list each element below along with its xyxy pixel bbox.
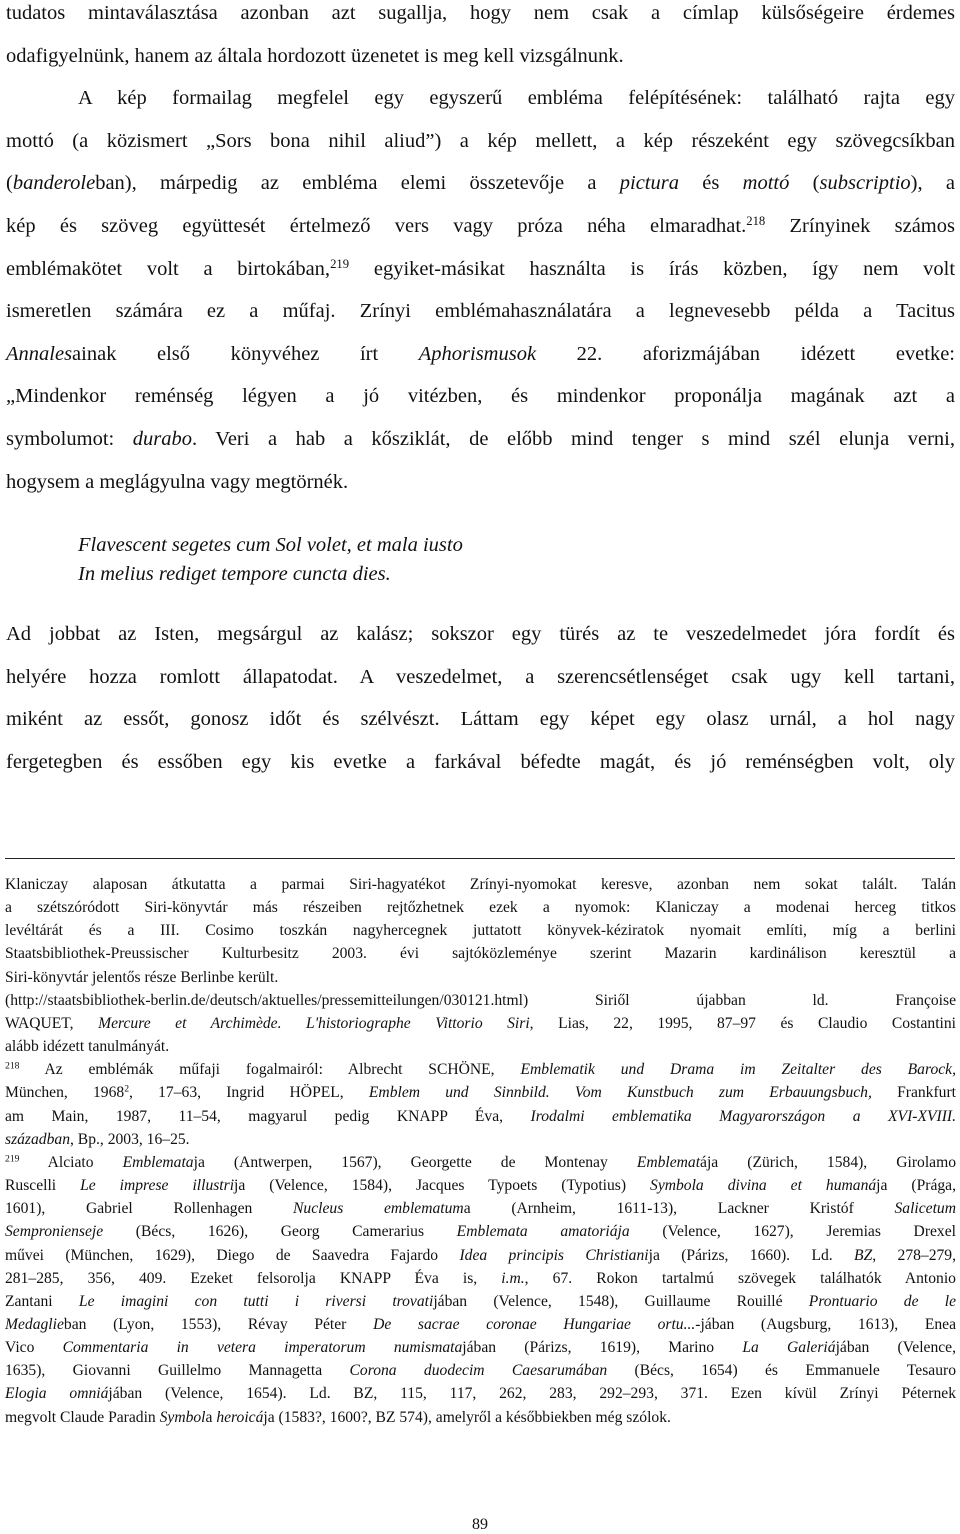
note-line: alább idézett tanulmányát. [5, 1038, 170, 1056]
main-text-block [6, 0, 955, 503]
title-run: században [5, 1130, 70, 1148]
note-line [5, 1151, 956, 1174]
text-run: ( [789, 172, 820, 195]
text-run: Az emblémák műfaji fogalmairól: Albrecht SCHÖNE, [19, 1061, 521, 1079]
quote-line: Flavescent segetes cum Sol volet, et mala iusto [78, 534, 463, 556]
note-line: Staatsbibliothek-Preussischer Kulturbesitz 2003. évi sajtóközleménye szerint Mazarin kardinálison keresztül a [5, 945, 956, 963]
note-line: levéltárát és a III. Cosimo toszkán nagyhercegnek juttatott könyvek-kéziratok nyomait említi, míg a berlini [5, 922, 956, 940]
note-line [5, 1058, 956, 1081]
text-run: ban), márpedig az embléma elemi összetevője a [95, 172, 620, 195]
note-url-line[interactable]: (http://staatsbibliothek-berlin.de/deutsch/aktuelles/pressemitteilungen/030121.html) Siriől újabban ld. Françoise [5, 991, 956, 1009]
text-line: fergetegben és essőben egy kis evetke a farkával béfedte magát, és jó reménségben volt, oly [6, 750, 955, 773]
note-line [5, 1081, 956, 1104]
text-run: ja (Antwerpen, 1567), Georgette de Montenay [193, 1153, 637, 1171]
note-line [5, 1128, 956, 1151]
title-run: Mercure et Archimède. L'historiographe Vittorio Siri, [98, 1014, 534, 1032]
text-run: ban (Lyon, 1553), Révay Péter [63, 1315, 374, 1333]
text-run: jában (Velence, [835, 1339, 956, 1357]
title-run: Medaglie [5, 1315, 64, 1333]
note-line: Siri-könyvtár jelentős része Berlinbe került. [5, 968, 279, 986]
text-run: Alciato [19, 1153, 123, 1171]
footnote-number: 219 [5, 1153, 20, 1165]
footnote-219 [5, 1151, 956, 1429]
paragraph-2 [6, 77, 955, 503]
title-run: La Galeriá [742, 1339, 836, 1357]
text-run: (Bécs, 1626), Georg Camerarius [103, 1223, 457, 1241]
text-run: ), a [910, 172, 955, 195]
text-run: am Main, 1987, 11–54, magyarul pedig KNAPP Éva, [5, 1107, 531, 1125]
text-run: kép és szöveg együttesét értelmező vers vagy próza néha elmaradhat. [6, 214, 747, 237]
text-line: helyére hozza romlott állapatodat. A veszedelmet, a szerencsétlenséget csak ugy kell tartani, [6, 665, 955, 688]
text-run: művei (München, 1629), Diego de Saavedra Fajardo [5, 1246, 460, 1264]
text-run: symbolumot: [6, 427, 133, 450]
note-line [5, 1336, 956, 1359]
text-run: ja (Párizs, 1660). Ld. [648, 1246, 855, 1264]
text-run: ( [6, 172, 13, 195]
note-line [5, 1359, 956, 1382]
text-run: -jában (Augsburg, 1613), Enea [695, 1315, 957, 1333]
note-line [5, 1174, 956, 1197]
edition-superscript: 2 [124, 1084, 130, 1096]
text-run: ja (1583?, 1600?, BZ 574), amelyről a későbbiekben még szólok. [263, 1408, 671, 1426]
footnote-ref-218[interactable]: 218 [746, 213, 766, 228]
footnote-continued [5, 873, 956, 1058]
footnote-ref-219[interactable]: 219 [330, 256, 350, 271]
footnotes [5, 873, 956, 1429]
term-subscriptio: subscriptio [819, 172, 911, 195]
text-line: Ad jobbat az Isten, megsárgul az kalász; sokszor egy türés az te veszedelmedet jóra fordít és [6, 623, 955, 645]
text-run: Zrínyinek számos [765, 214, 955, 237]
text-line [6, 162, 955, 205]
term-banderole: banderole [12, 172, 96, 195]
term-annales: Annales [6, 342, 73, 365]
title-run: Idea principis Christiani [459, 1246, 649, 1264]
text-run: , 67. Rokon tartalmú szövegek találhatók Antonio [524, 1269, 956, 1287]
text-run: 1635), Giovanni Guillelmo Mannagetta [5, 1362, 350, 1380]
text-line [6, 205, 955, 248]
term-aphorismusok: Aphorismusok [418, 342, 537, 365]
note-line: a szétszóródott Siri-könyvtár más részeiben rejtőzhetnek ezek a nyomok: Klaniczay a modenai herceg titkos [5, 899, 956, 917]
title-run: heroicá [216, 1408, 264, 1426]
text-run: megvolt Claude Paradin [5, 1408, 160, 1426]
note-line [5, 1105, 956, 1128]
text-run: á [700, 1153, 707, 1171]
note-line [5, 1290, 956, 1313]
text-run: Frankfurt [871, 1084, 956, 1102]
text-line: „Mindenkor reménség légyen a jó vitézben, és mindenkor proponálja magának azt a [6, 385, 955, 408]
text-run: München, 1968 [5, 1084, 125, 1102]
text-run: és [678, 172, 743, 195]
text-line: miként az essőt, gonosz időt és szélvészt. Láttam egy képet egy olasz urnál, a hol nagy [6, 708, 955, 731]
text-run: jában (Velence, 1654). Ld. BZ, 115, 117, 262, 283, 292–293, 371. Ezen kívül Zrínyi Péternek [108, 1385, 957, 1403]
page-number: 89 [472, 1516, 488, 1533]
note-line: Klaniczay alaposan átkutatta a parmai Siri-hagyatékot Zrínyi-nyomokat keresve, azonban nem sokat talált. Talán [5, 876, 956, 893]
note-line [5, 1406, 956, 1429]
text-line: hogysem a meglágyulna vagy megtörnék. [6, 470, 349, 493]
text-run: Vico [5, 1339, 63, 1357]
text-run: Ruscelli [5, 1177, 81, 1195]
text-line [6, 248, 955, 291]
note-line [5, 1244, 956, 1267]
text-line [6, 333, 955, 376]
text-run: ja (Prága, [876, 1177, 957, 1195]
note-line [5, 1197, 956, 1220]
text-run: emblémakötet volt a birtokában, [6, 257, 331, 280]
text-run: Zantani [5, 1292, 79, 1310]
text-run: ja (Velence, 1584), Jacques Typoets (Typotius) [234, 1177, 651, 1195]
quote-line: In melius rediget tempore cuncta dies. [78, 563, 391, 585]
text-run: a [205, 1408, 217, 1426]
note-line [5, 1267, 956, 1290]
text-run: jában (Velence, 1548), Guillaume Rouillé [433, 1292, 809, 1310]
title-run: Emblemata [122, 1153, 194, 1171]
footnote-number: 218 [5, 1060, 20, 1072]
title-run: Commentaria in vetera imperatorum numismata [62, 1339, 463, 1357]
title-run: Emblemat [636, 1153, 701, 1171]
text-run: , Bp., 2003, 16–25. [70, 1130, 190, 1148]
title-run: Le imagini con tutti i riversi trovati [78, 1292, 434, 1310]
text-run: WAQUET, [5, 1014, 99, 1032]
title-run: Emblematik und Drama im Zeitalter des Barock, [520, 1061, 957, 1079]
text-run: ainak első könyvéhez írt [72, 342, 419, 365]
paragraph-3 [6, 613, 955, 783]
title-run: Nucleus emblematum [293, 1200, 464, 1218]
title-run: Elogia omniá [5, 1385, 109, 1403]
title-run: Le imprese illustri [80, 1177, 235, 1195]
text-run: . Veri a hab a kősziklát, de előbb mind tenger s mind szél elunja verni, [191, 427, 955, 450]
title-run: Prontuario de le [808, 1292, 956, 1310]
title-run: Corona duodecim Caesarumában [349, 1362, 608, 1380]
text-run: egyiket-másikat használta is írás közben, így nem volt [349, 257, 956, 280]
text-run: 22. aforizmájában idézett evetke: [536, 342, 956, 365]
paragraph-1 [6, 0, 955, 77]
term-motto: mottó [742, 172, 790, 195]
footnote-separator [5, 858, 955, 859]
term-pictura: pictura [619, 172, 679, 195]
text-run: 1601), Gabriel Rollenhagen [5, 1200, 294, 1218]
term-durabo: durabo [132, 427, 192, 450]
text-line: A kép formailag megfelel egy egyszerű embléma felépítésének: található rajta egy [78, 87, 955, 110]
title-run: Emblem und Sinnbild. Vom Kunstbuch zum Erbauungsbuch, [368, 1084, 872, 1102]
title-run: i.m. [501, 1269, 525, 1287]
text-run: , 17–63, Ingrid HÖPEL, [129, 1084, 369, 1102]
text-run: , 278–279, [872, 1246, 956, 1264]
title-run: Sempronienseje [5, 1223, 104, 1241]
text-run: 281–285, 356, 409. Ezeket felsorolja KNAPP Éva is, [5, 1269, 502, 1287]
title-run: Salicetum [894, 1200, 956, 1218]
text-line: odafigyelnünk, hanem az általa hordozott üzenetet is meg kell vizsgálnunk. [6, 44, 624, 67]
note-line [5, 1220, 956, 1243]
title-run: De sacrae coronae Hungariae ortu... [373, 1315, 696, 1333]
text-run: a (Arnheim, 1611-13), Lackner Kristóf [463, 1200, 895, 1218]
note-line [5, 1382, 956, 1405]
title-run: Irodalmi emblematika Magyarországon a XVI-XVIII. [530, 1107, 956, 1125]
text-line: ismeretlen számára ez a műfaj. Zrínyi emblémahasználatára a legnevesebb példa a Tacitus [6, 300, 955, 323]
title-run: BZ [854, 1246, 873, 1264]
note-line [5, 1012, 956, 1035]
footnote-218 [5, 1058, 956, 1151]
text-line: mottó (a közismert „Sors bona nihil aliud”) a kép mellett, a kép részeként egy szövegcsíkban [6, 129, 955, 152]
text-line [6, 418, 955, 461]
latin-quote [78, 531, 463, 589]
text-run: (Velence, 1627), Jeremias Drexel [629, 1223, 956, 1241]
title-run: Emblemata amatoriája [456, 1223, 630, 1241]
title-run: Symbola divina et humaná [650, 1177, 877, 1195]
note-line [5, 1313, 956, 1336]
text-run: Lias, 22, 1995, 87–97 és Claudio Costantini [533, 1014, 956, 1032]
text-run: ja (Zürich, 1584), Girolamo [706, 1153, 956, 1171]
title-run: Symbol [159, 1408, 206, 1426]
text-run: (Bécs, 1654) és Emmanuele Tesauro [607, 1362, 956, 1380]
text-line: tudatos mintaválasztása azonban azt sugallja, hogy nem csak a címlap külsőségeire érdemes [6, 2, 955, 24]
text-run: jában (Párizs, 1619), Marino [462, 1339, 743, 1357]
